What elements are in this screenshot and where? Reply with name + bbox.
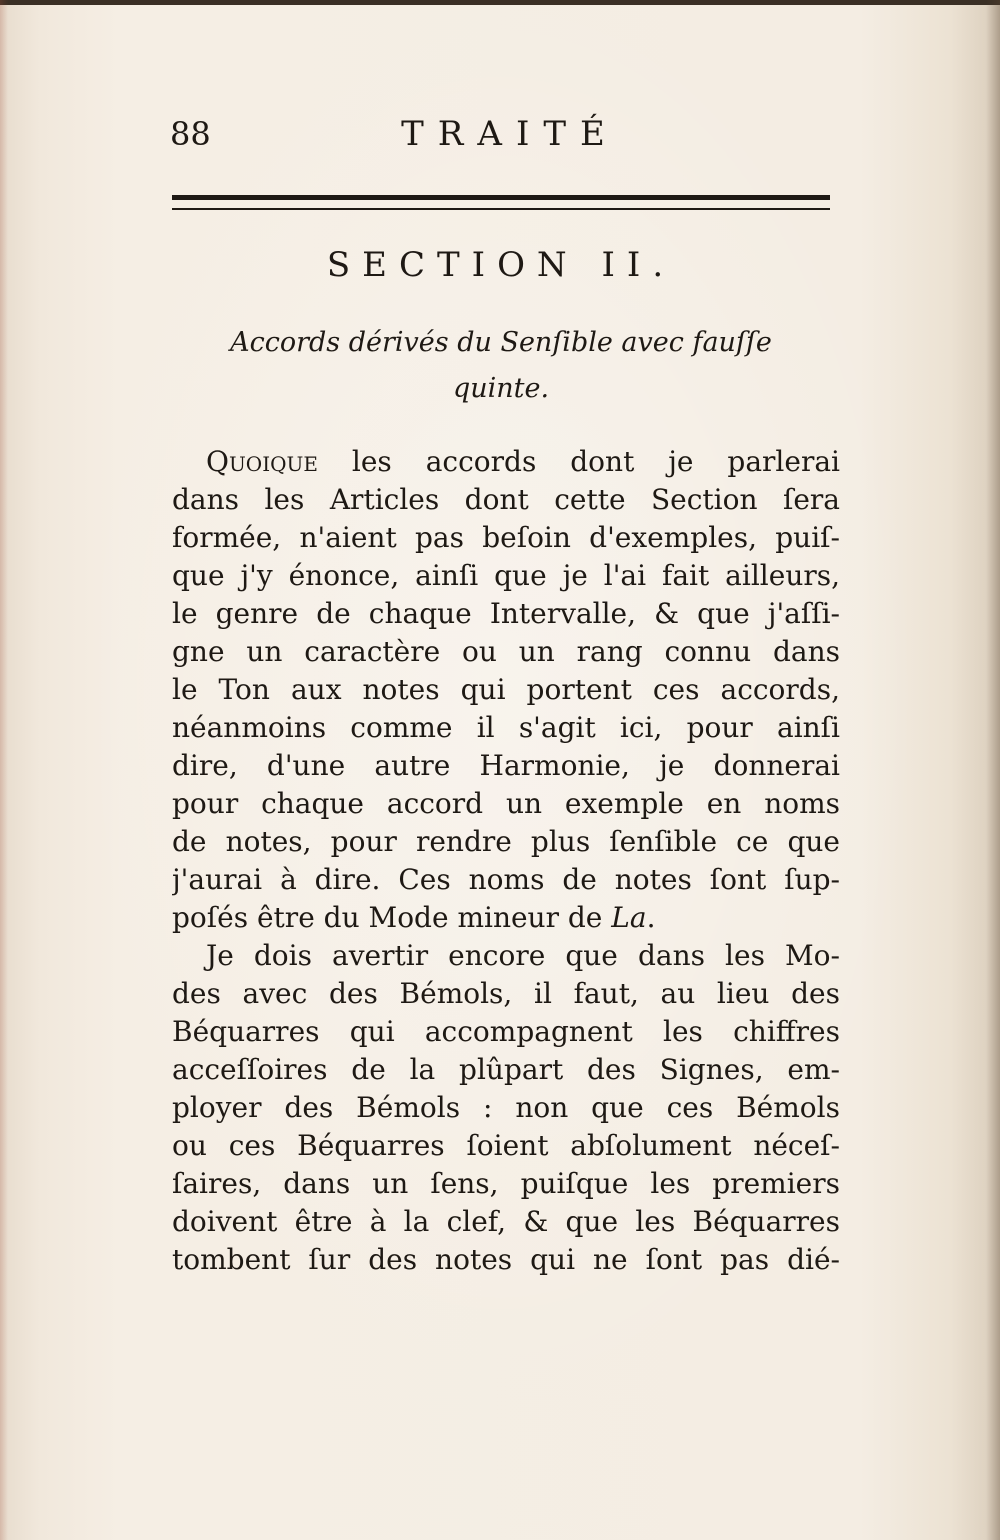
header-rule-thick xyxy=(172,195,830,200)
text-line: gne un caractère ou un rang connu dans xyxy=(172,635,840,668)
subtitle-line: quinte. xyxy=(452,373,550,404)
text-line: dire, d'une autre Harmonie, je donnerai xyxy=(172,749,840,782)
text-span: poſés être du Mode mineur de xyxy=(172,901,612,934)
text-line: que j'y énonce, ainſi que je l'ai fait ailleurs, xyxy=(172,559,840,592)
running-head xyxy=(170,112,830,156)
lead-word: Quoique xyxy=(206,445,318,478)
body-text xyxy=(172,443,840,1279)
text-line: pour chaque accord un exemple en noms xyxy=(172,787,840,820)
text-line: tombent ſur des notes qui ne ſont pas dié- xyxy=(172,1243,840,1276)
running-title: TRAITÉ xyxy=(401,114,619,154)
text-line xyxy=(172,443,840,481)
page-left-edge xyxy=(0,0,8,1540)
header-rule-thin xyxy=(172,208,830,210)
text-span: les accords dont je parlerai xyxy=(317,445,840,478)
text-line: le genre de chaque Intervalle, & que j'aſſi- xyxy=(172,597,840,630)
text-span: . xyxy=(646,901,656,934)
text-line: ployer des Bémols : non que ces Bémols xyxy=(172,1091,840,1124)
text-line: acceſſoires de la plûpart des Signes, em- xyxy=(172,1053,840,1086)
page-top-edge xyxy=(0,0,1000,5)
section-heading: SECTION II. xyxy=(326,245,676,285)
text-line: de notes, pour rendre plus ſenſible ce que xyxy=(172,825,840,858)
text-line: néanmoins comme il s'agit ici, pour ainſi xyxy=(172,711,840,744)
section-subtitle xyxy=(172,320,830,412)
italic-note-name: La xyxy=(611,901,647,934)
page-number: 88 xyxy=(170,115,211,153)
text-line xyxy=(172,899,840,937)
text-line: ſaires, dans un ſens, puiſque les premiers xyxy=(172,1167,840,1200)
text-line: Je dois avertir encore que dans les Mo- xyxy=(206,939,840,972)
text-line: Béquarres qui accompagnent les chiffres xyxy=(172,1015,840,1048)
spine-shadow xyxy=(986,0,1000,1540)
text-line: j'aurai à dire. Ces noms de notes ſont ſup- xyxy=(172,863,840,896)
text-line: doivent être à la clef, & que les Béquarres xyxy=(172,1205,840,1238)
text-line: ou ces Béquarres ſoient abſolument néceſ- xyxy=(172,1129,840,1162)
text-line: dans les Articles dont cette Section ſera xyxy=(172,483,840,516)
text-line: formée, n'aient pas beſoin d'exemples, puiſ- xyxy=(172,521,840,554)
subtitle-line: Accords dérivés du Senſible avec fauſſe xyxy=(230,327,772,358)
text-line: des avec des Bémols, il faut, au lieu des xyxy=(172,977,840,1010)
text-line: le Ton aux notes qui portent ces accords, xyxy=(172,673,840,706)
